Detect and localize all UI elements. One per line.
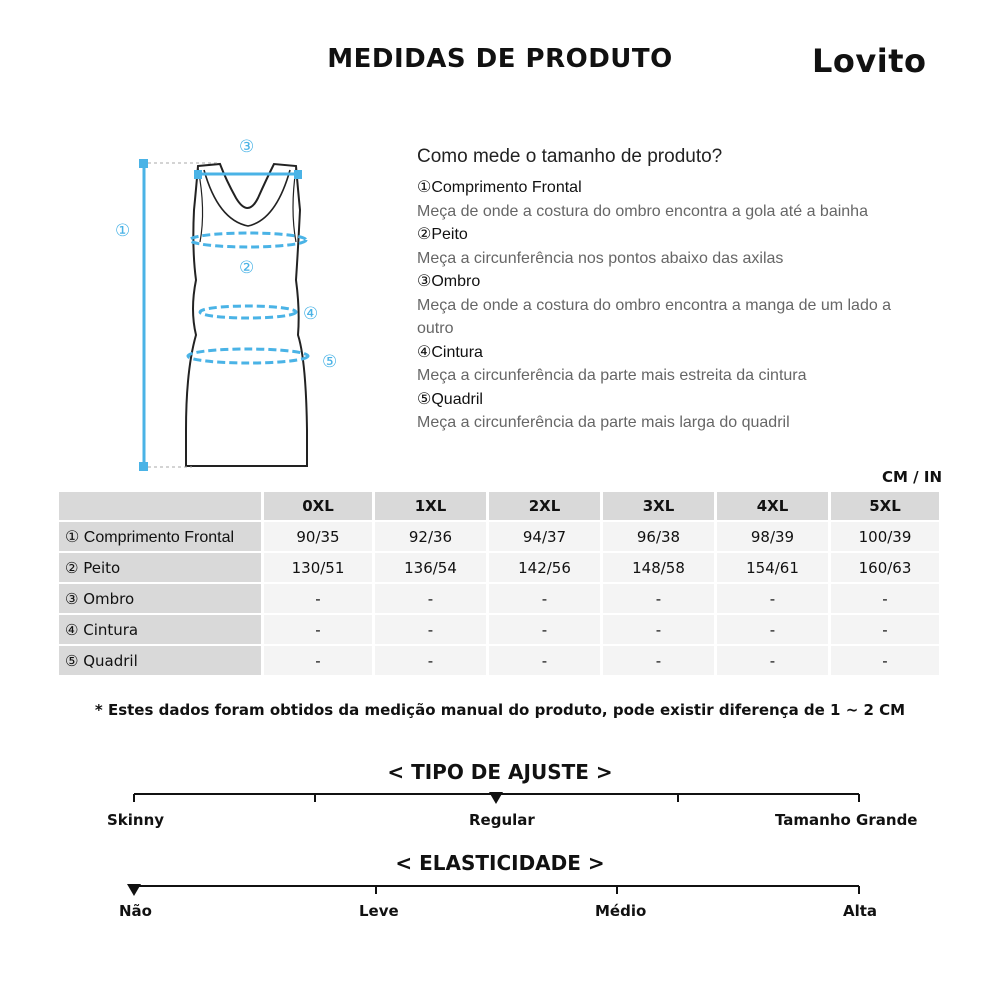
- elasticity-label: Médio: [595, 902, 647, 920]
- marker-length: ①: [115, 221, 131, 241]
- measure-item: [417, 223, 937, 270]
- how-to-title: Como mede o tamanho de produto?: [417, 146, 723, 167]
- table-cell: -: [489, 584, 600, 613]
- size-header: 0XL: [264, 492, 372, 520]
- elasticity-label: Não: [119, 902, 152, 920]
- elasticity-title: < ELASTICIDADE >: [395, 851, 605, 875]
- table-cell: -: [264, 615, 372, 644]
- row-label: ③ Ombro: [59, 584, 261, 613]
- fit-label: Skinny: [107, 811, 165, 829]
- table-cell: -: [831, 615, 939, 644]
- fit-title: < TIPO DE AJUSTE >: [387, 760, 613, 784]
- measure-name: ②Peito: [417, 226, 468, 243]
- length-top-cap: [139, 159, 148, 168]
- table-cell: 100/39: [831, 522, 939, 551]
- dress-diagram: [100, 130, 360, 480]
- shoulder-right-cap: [294, 170, 302, 179]
- table-cell: -: [264, 646, 372, 675]
- dress-outline: [186, 164, 307, 466]
- size-header: 4XL: [717, 492, 828, 520]
- table-row: [59, 553, 939, 582]
- marker-waist: ④: [303, 304, 319, 324]
- table-cell: -: [717, 584, 828, 613]
- table-cell: -: [717, 646, 828, 675]
- row-label: ② Peito: [59, 553, 261, 582]
- table-cell: -: [603, 584, 714, 613]
- marker-hip: ⑤: [322, 352, 338, 372]
- length-bottom-cap: [139, 462, 148, 471]
- table-cell: -: [489, 615, 600, 644]
- fit-label: Tamanho Grande: [775, 811, 918, 829]
- table-cell: 94/37: [489, 522, 600, 551]
- table-cell: 92/36: [375, 522, 486, 551]
- table-cell: -: [375, 584, 486, 613]
- size-header: 5XL: [831, 492, 939, 520]
- row-label: ① Comprimento Frontal: [59, 522, 261, 551]
- elasticity-scale: [0, 872, 1000, 902]
- measure-desc: Meça de onde a costura do ombro encontra a manga de um lado a outro: [417, 296, 892, 337]
- size-header: 3XL: [603, 492, 714, 520]
- measure-name: ⑤Quadril: [417, 390, 483, 408]
- size-table: [56, 490, 942, 677]
- measure-desc: Meça a circunferência nos pontos abaixo das axilas: [417, 249, 784, 267]
- table-cell: 90/35: [264, 522, 372, 551]
- how-to-measure: [417, 146, 937, 435]
- table-cell: -: [603, 615, 714, 644]
- elasticity-label: Alta: [843, 902, 878, 920]
- table-cell: -: [489, 646, 600, 675]
- table-cell: 142/56: [489, 553, 600, 582]
- size-header: 1XL: [375, 492, 486, 520]
- measure-desc: Meça a circunferência da parte mais estreita da cintura: [417, 367, 807, 384]
- table-cell: 98/39: [717, 522, 828, 551]
- table-cell: 96/38: [603, 522, 714, 551]
- table-header-row: [59, 492, 939, 520]
- measure-item: [417, 176, 937, 223]
- shoulder-left-cap: [194, 170, 202, 179]
- table-row: [59, 615, 939, 644]
- fit-indicator-icon: [489, 792, 503, 804]
- marker-shoulder: ③: [239, 137, 255, 157]
- table-cell: -: [264, 584, 372, 613]
- row-label: ④ Cintura: [59, 615, 261, 644]
- table-row: [59, 646, 939, 675]
- measure-name: ①Comprimento Frontal: [417, 179, 582, 196]
- elasticity-indicator-icon: [127, 884, 141, 896]
- measure-name: ④Cintura: [417, 343, 483, 361]
- measurement-note: * Estes dados foram obtidos da medição manual do produto, pode existir diferença de 1 ~ 2 CM: [94, 701, 906, 719]
- size-header: 2XL: [489, 492, 600, 520]
- measure-desc: Meça a circunferência da parte mais larga do quadril: [417, 414, 790, 431]
- row-label: ⑤ Quadril: [59, 646, 261, 675]
- header-corner: [59, 492, 261, 520]
- measure-item: [417, 388, 937, 435]
- table-row: [59, 522, 939, 551]
- table-cell: -: [603, 646, 714, 675]
- elasticity-label: Leve: [359, 902, 399, 920]
- table-cell: -: [831, 646, 939, 675]
- table-cell: 160/63: [831, 553, 939, 582]
- measure-desc: Meça de onde a costura do ombro encontra a gola até a bainha: [417, 202, 868, 220]
- table-cell: -: [375, 615, 486, 644]
- marker-bust: ②: [239, 258, 255, 278]
- measure-item: [417, 341, 937, 388]
- table-cell: 148/58: [603, 553, 714, 582]
- table-cell: -: [831, 584, 939, 613]
- brand-logo: Lovito: [812, 42, 927, 80]
- table-cell: -: [717, 615, 828, 644]
- measure-name: ③Ombro: [417, 273, 481, 290]
- table-cell: 136/54: [375, 553, 486, 582]
- measure-item: [417, 270, 937, 341]
- table-row: [59, 584, 939, 613]
- table-cell: 130/51: [264, 553, 372, 582]
- unit-label: CM / IN: [882, 468, 942, 486]
- table-cell: -: [375, 646, 486, 675]
- table-cell: 154/61: [717, 553, 828, 582]
- page-title: MEDIDAS DE PRODUTO: [327, 44, 673, 74]
- fit-label: Regular: [469, 811, 535, 829]
- fit-scale: [0, 780, 1000, 810]
